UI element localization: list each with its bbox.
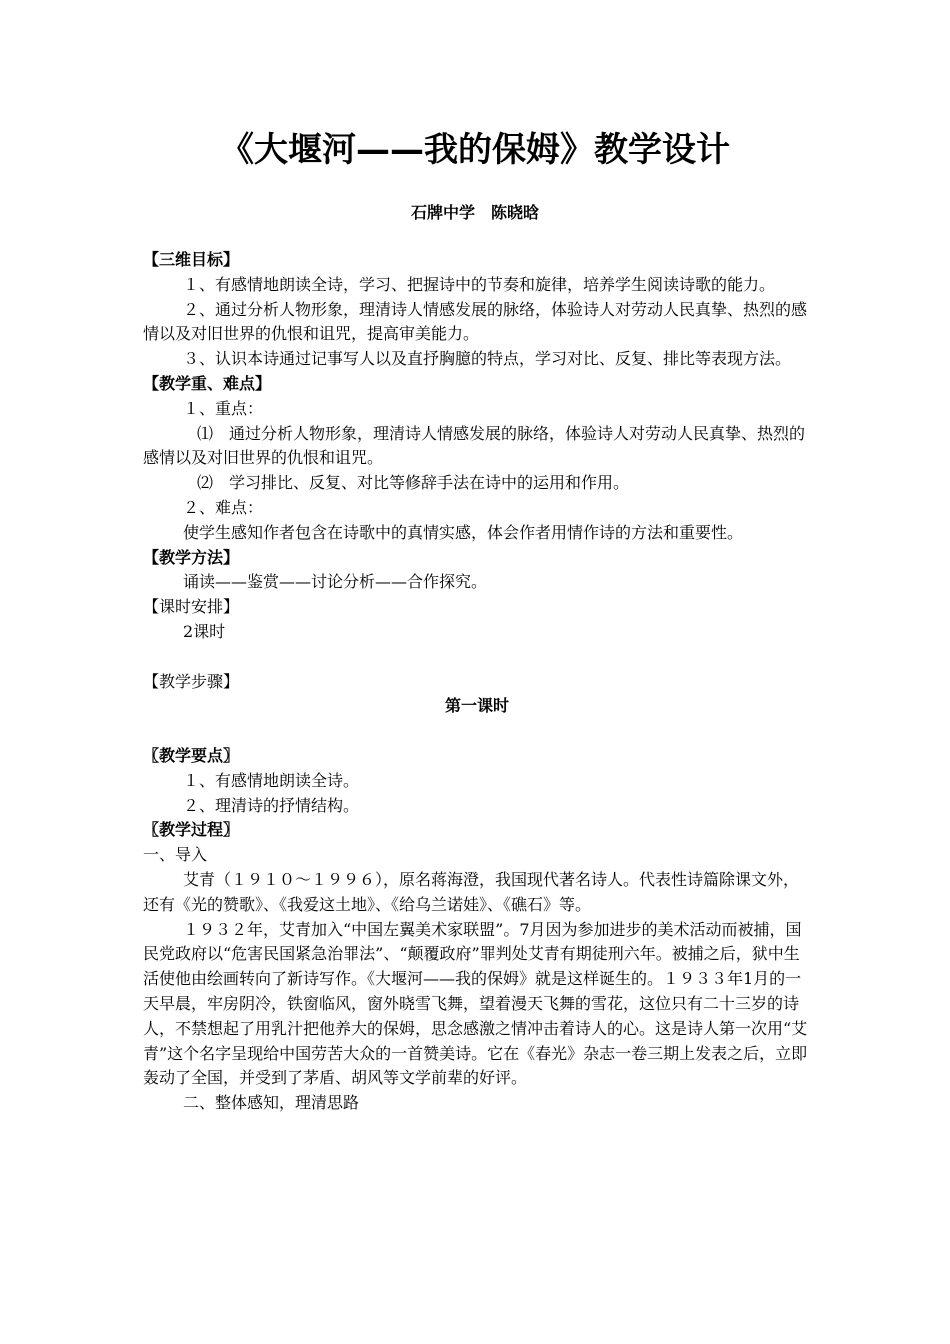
goal-item: ２、通过分析人物形象，理清诗人情感发展的脉络，体验诗人对劳动人民真挚、热烈的感情以及对旧世界的仇恨和诅咒，提高审美能力。	[143, 299, 808, 344]
method-text: 诵读——鉴赏——讨论分析——合作探究。	[183, 572, 488, 592]
schedule-text: 2课时	[183, 621, 226, 641]
point-item: ２、理清诗的抒情结构。	[183, 795, 360, 815]
difficulty-text: 使学生感知作者包含在诗歌中的真情实感，体会作者用情作诗的方法和重要性。	[183, 522, 744, 542]
difficulty-label: ２、难点：	[183, 497, 264, 517]
keypoints-heading: 【教学重、难点】	[143, 373, 272, 393]
page-title: 《大堰河——我的保姆》教学设计	[220, 130, 730, 170]
focus-label: １、重点：	[183, 398, 264, 418]
points-heading: 〖教学要点〗	[143, 745, 240, 765]
goals-heading: 【三维目标】	[143, 250, 240, 269]
focus-item: ⑵ 学习排比、反复、对比等修辞手法在诗中的运用和作用。	[197, 473, 630, 493]
steps-heading: 【教学步骤】	[143, 671, 240, 691]
point-item: １、有感情地朗读全诗。	[183, 770, 360, 790]
document-body	[143, 248, 811, 1116]
part1-label: 一、导入	[143, 845, 208, 865]
intro-paragraph: 艾青（１９１０～１９９６），原名蒋海澄，我国现代著名诗人。代表性诗篇除课文外，还有《光的赞歌》、《我爱这土地》、《给乌兰诺娃》、《礁石》等。	[143, 869, 800, 914]
process-heading: 〖教学过程〗	[143, 820, 240, 840]
lesson-title: 第一课时	[444, 696, 509, 716]
author-line: 石牌中学 陈晓晗	[410, 203, 539, 222]
intro-paragraph: １９３２年，艾青加入“中国左翼美术家联盟”。7月因为参加进步的美术活动而被捕，国民党政府以“危害民国紧急治罪法”、“颠覆政府”罪判处艾青有期徒刑六年。被捕之后，狱中生活使他由绘画转向了新诗写作。《大堰河——我的保姆》就是这样诞生的。１９３３年1月的一天早晨，牢房阴冷，铁窗临风，窗外晓雪飞舞，望着漫天飞舞的雪花，这位只有二十三岁的诗人，不禁想起了用乳汁把他养大的保姆，思念感激之情冲击着诗人的心。这是诗人第一次用“艾青”这个名字呈现给中国劳苦大众的一首赞美诗。它在《春光》杂志一卷三期上发表之后，立即轰动了全国，并受到了茅盾、胡风等文学前辈的好评。	[143, 919, 808, 1088]
goal-item: １、有感情地朗读全诗，学习、把握诗中的节奏和旋律，培养学生阅读诗歌的能力。	[183, 274, 776, 294]
method-heading: 【教学方法】	[143, 547, 240, 567]
focus-item: ⑴ 通过分析人物形象，理清诗人情感发展的脉络，体验诗人对劳动人民真挚、热烈的感情以及对旧世界的仇恨和诅咒。	[143, 423, 806, 468]
goal-item: ３、认识本诗通过记事写人以及直抒胸臆的特点，学习对比、反复、排比等表现方法。	[183, 349, 792, 369]
schedule-heading: 【课时安排】	[143, 597, 240, 617]
part2-label: 二、整体感知，理清思路	[183, 1093, 360, 1113]
